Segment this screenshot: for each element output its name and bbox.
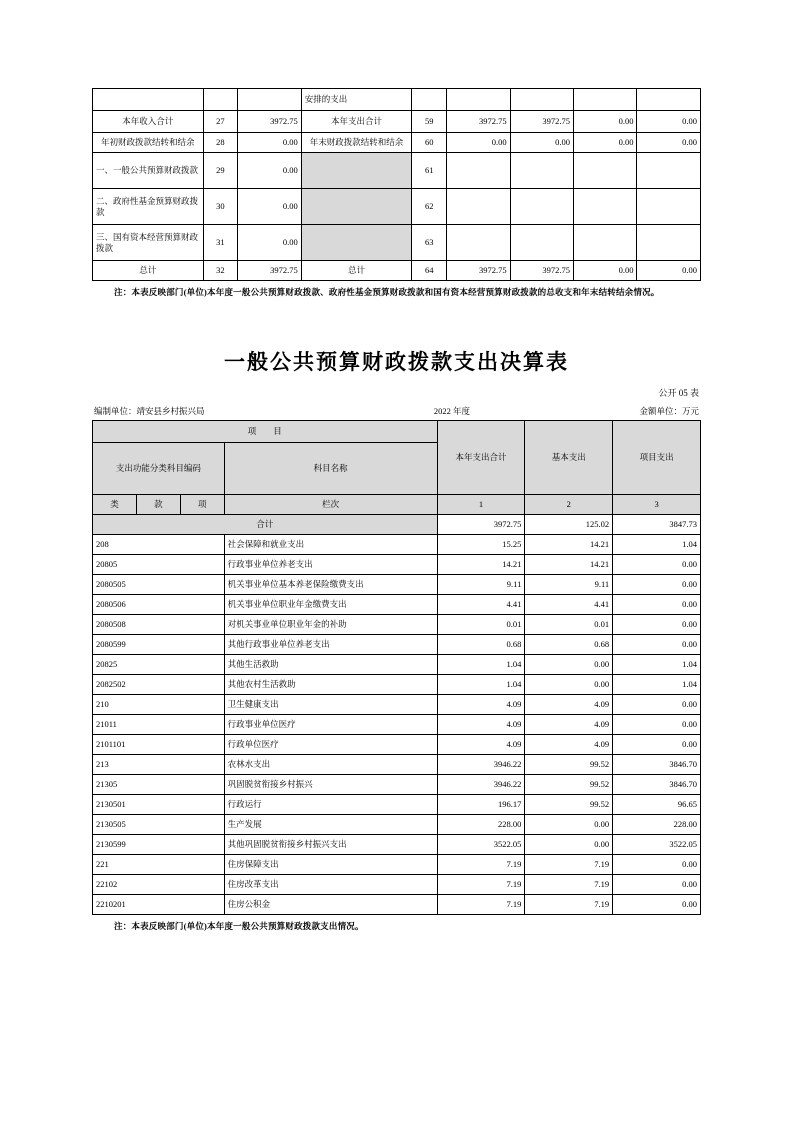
row-basic: 7.19 xyxy=(525,855,613,875)
row-value-4 xyxy=(637,189,701,225)
row-basic: 0.00 xyxy=(525,815,613,835)
table-row xyxy=(93,835,701,855)
table-row xyxy=(93,795,701,815)
row-code: 21011 xyxy=(93,715,225,735)
row-project: 96.65 xyxy=(613,795,701,815)
row-total: 7.19 xyxy=(437,895,525,915)
row-project: 0.00 xyxy=(613,735,701,755)
header-total: 本年支出合计 xyxy=(437,421,525,495)
row-value-3 xyxy=(574,189,637,225)
table-row xyxy=(93,735,701,755)
row-total: 7.19 xyxy=(437,875,525,895)
row-total: 9.11 xyxy=(437,575,525,595)
total-row-label: 合计 xyxy=(93,515,438,535)
row-code: 2210201 xyxy=(93,895,225,915)
row-value-1: 3972.75 xyxy=(447,261,510,281)
row-amount-left: 3972.75 xyxy=(238,111,301,133)
table-row xyxy=(93,225,701,261)
row-total: 3946.22 xyxy=(437,775,525,795)
row-label-right xyxy=(301,189,412,225)
table-header-row xyxy=(93,421,701,443)
expenditure-table-note: 注：本表反映部门(单位)本年度一般公共预算财政拨款支出情况。 xyxy=(114,921,364,931)
row-value-2: 3972.75 xyxy=(510,261,573,281)
row-label-right: 本年支出合计 xyxy=(301,111,412,133)
row-basic: 0.68 xyxy=(525,635,613,655)
row-code: 208 xyxy=(93,535,225,555)
header-level-class: 类 xyxy=(93,495,137,515)
row-total: 15.25 xyxy=(437,535,525,555)
row-amount-left: 0.00 xyxy=(238,225,301,261)
table-row xyxy=(93,595,701,615)
cell-empty-1 xyxy=(93,89,204,111)
header-col-index-1: 1 xyxy=(437,495,525,515)
row-code: 2080508 xyxy=(93,615,225,635)
row-name: 行政运行 xyxy=(224,795,437,815)
row-no-left: 32 xyxy=(203,261,238,281)
row-basic: 7.19 xyxy=(525,875,613,895)
row-no-right: 64 xyxy=(412,261,447,281)
row-code: 2080599 xyxy=(93,635,225,655)
row-name: 行政单位医疗 xyxy=(224,735,437,755)
row-value-4: 0.00 xyxy=(637,133,701,153)
row-value-1: 0.00 xyxy=(447,133,510,153)
row-code: 2101101 xyxy=(93,735,225,755)
row-value-2 xyxy=(510,189,573,225)
table-row xyxy=(93,715,701,735)
row-name: 其他农村生活救助 xyxy=(224,675,437,695)
header-level-item: 项 xyxy=(180,495,224,515)
row-basic: 14.21 xyxy=(525,555,613,575)
row-name: 巩固脱贫衔接乡村振兴 xyxy=(224,775,437,795)
row-no-right: 62 xyxy=(412,189,447,225)
row-basic: 14.21 xyxy=(525,535,613,555)
row-no-left: 31 xyxy=(203,225,238,261)
row-basic: 4.41 xyxy=(525,595,613,615)
row-amount-left: 0.00 xyxy=(238,133,301,153)
row-label-right xyxy=(301,153,412,189)
row-label-right: 总计 xyxy=(301,261,412,281)
row-value-1 xyxy=(447,189,510,225)
row-value-1: 3972.75 xyxy=(447,111,510,133)
row-code: 2130505 xyxy=(93,815,225,835)
row-name: 生产发展 xyxy=(224,815,437,835)
row-value-3 xyxy=(574,153,637,189)
row-label-left: 本年收入合计 xyxy=(93,111,204,133)
row-code: 2080506 xyxy=(93,595,225,615)
row-name: 农林水支出 xyxy=(224,755,437,775)
row-project: 1.04 xyxy=(613,675,701,695)
row-code: 20825 xyxy=(93,655,225,675)
row-total: 196.17 xyxy=(437,795,525,815)
table-row xyxy=(93,111,701,133)
row-name: 住房保障支出 xyxy=(224,855,437,875)
row-project: 1.04 xyxy=(613,655,701,675)
cell-empty-4 xyxy=(412,89,447,111)
row-value-2 xyxy=(510,225,573,261)
row-basic: 99.52 xyxy=(525,795,613,815)
row-basic: 99.52 xyxy=(525,755,613,775)
fiscal-year: 2022 年度 xyxy=(433,406,471,416)
row-project: 0.00 xyxy=(613,875,701,895)
row-project: 0.00 xyxy=(613,855,701,875)
header-col-index-3: 3 xyxy=(613,495,701,515)
table-row xyxy=(93,675,701,695)
header-col-index-2: 2 xyxy=(525,495,613,515)
row-name: 其他巩固脱贫衔接乡村振兴支出 xyxy=(224,835,437,855)
row-basic: 7.19 xyxy=(525,895,613,915)
total-row-project: 3847.73 xyxy=(613,515,701,535)
row-project: 3522.05 xyxy=(613,835,701,855)
row-project: 3846.70 xyxy=(613,755,701,775)
table-row xyxy=(93,635,701,655)
cell-empty-2 xyxy=(203,89,238,111)
row-value-3: 0.00 xyxy=(574,133,637,153)
row-code: 20805 xyxy=(93,555,225,575)
row-value-2: 0.00 xyxy=(510,133,573,153)
row-project: 0.00 xyxy=(613,895,701,915)
row-project: 0.00 xyxy=(613,715,701,735)
row-value-2: 3972.75 xyxy=(510,111,573,133)
table-row xyxy=(93,655,701,675)
row-total: 14.21 xyxy=(437,555,525,575)
row-no-left: 28 xyxy=(203,133,238,153)
table-row xyxy=(93,895,701,915)
row-name: 社会保障和就业支出 xyxy=(224,535,437,555)
table-row xyxy=(93,615,701,635)
row-project: 0.00 xyxy=(613,615,701,635)
row-project: 0.00 xyxy=(613,595,701,615)
cell-empty-6 xyxy=(510,89,573,111)
row-code: 213 xyxy=(93,755,225,775)
table-row xyxy=(93,755,701,775)
header-item-group: 项 目 xyxy=(93,421,438,443)
row-name: 住房改革支出 xyxy=(224,875,437,895)
row-value-4: 0.00 xyxy=(637,111,701,133)
table-row xyxy=(93,575,701,595)
total-row-total: 3972.75 xyxy=(437,515,525,535)
table-row xyxy=(93,189,701,225)
cell-empty-3 xyxy=(238,89,301,111)
row-value-1 xyxy=(447,225,510,261)
row-label-left: 总计 xyxy=(93,261,204,281)
row-label-left: 三、国有资本经营预算财政拨款 xyxy=(93,225,204,261)
row-value-2 xyxy=(510,153,573,189)
total-row-basic: 125.02 xyxy=(525,515,613,535)
row-name: 住房公积金 xyxy=(224,895,437,915)
meta-row xyxy=(92,405,701,417)
row-no-right: 63 xyxy=(412,225,447,261)
row-value-3 xyxy=(574,225,637,261)
table-row-partial xyxy=(93,89,701,111)
row-code: 21305 xyxy=(93,775,225,795)
page-title: 一般公共预算财政拨款支出决算表 xyxy=(224,350,569,374)
row-value-3: 0.00 xyxy=(574,111,637,133)
table-row xyxy=(93,855,701,875)
row-basic: 99.52 xyxy=(525,775,613,795)
header-basic: 基本支出 xyxy=(525,421,613,495)
table-row-total xyxy=(93,515,701,535)
row-label-left: 二、政府性基金预算财政拨款 xyxy=(93,189,204,225)
row-value-3: 0.00 xyxy=(574,261,637,281)
header-col-index-label: 栏次 xyxy=(224,495,437,515)
table-row xyxy=(93,775,701,795)
row-project: 0.00 xyxy=(613,555,701,575)
row-label-left: 年初财政拨款结转和结余 xyxy=(93,133,204,153)
row-value-1 xyxy=(447,153,510,189)
row-name: 机关事业单位基本养老保险缴费支出 xyxy=(224,575,437,595)
top-table xyxy=(92,88,701,281)
table-header-row xyxy=(93,495,701,515)
cell-empty-7 xyxy=(574,89,637,111)
row-name: 其他生活救助 xyxy=(224,655,437,675)
row-total: 4.41 xyxy=(437,595,525,615)
budget-allocation-table-continued xyxy=(92,0,701,298)
row-total: 4.09 xyxy=(437,735,525,755)
row-name: 行政事业单位医疗 xyxy=(224,715,437,735)
row-total: 3946.22 xyxy=(437,755,525,775)
row-no-right: 61 xyxy=(412,153,447,189)
row-project: 1.04 xyxy=(613,535,701,555)
table-row xyxy=(93,875,701,895)
row-value-4 xyxy=(637,153,701,189)
row-no-left: 30 xyxy=(203,189,238,225)
table-row xyxy=(93,815,701,835)
amount-unit: 金额单位：万元 xyxy=(639,406,699,416)
row-name: 卫生健康支出 xyxy=(224,695,437,715)
row-code: 2130599 xyxy=(93,835,225,855)
row-no-left: 29 xyxy=(203,153,238,189)
row-code: 221 xyxy=(93,855,225,875)
cell-empty-5 xyxy=(447,89,510,111)
row-amount-left: 3972.75 xyxy=(238,261,301,281)
row-value-4: 0.00 xyxy=(637,261,701,281)
row-basic: 0.00 xyxy=(525,835,613,855)
top-table-note: 注：本表反映部门(单位)本年度一般公共预算财政拨款、政府性基金预算财政拨款和国有资本经营预算财政拨款的总收支和年末结转结余情况。 xyxy=(114,287,660,297)
row-project: 0.00 xyxy=(613,635,701,655)
row-code: 2080505 xyxy=(93,575,225,595)
row-code: 2082502 xyxy=(93,675,225,695)
row-basic: 9.11 xyxy=(525,575,613,595)
row-name: 机关事业单位职业年金缴费支出 xyxy=(224,595,437,615)
table-row xyxy=(93,133,701,153)
expenditure-final-accounts-section xyxy=(92,346,701,932)
row-total: 4.09 xyxy=(437,715,525,735)
expenditure-table xyxy=(92,420,701,915)
table-row xyxy=(93,535,701,555)
row-total: 0.68 xyxy=(437,635,525,655)
row-basic: 4.09 xyxy=(525,715,613,735)
header-subject-name: 科目名称 xyxy=(224,443,437,495)
row-basic: 4.09 xyxy=(525,695,613,715)
row-name: 行政事业单位养老支出 xyxy=(224,555,437,575)
row-amount-left: 0.00 xyxy=(238,153,301,189)
header-func-code: 支出功能分类科目编码 xyxy=(93,443,225,495)
row-basic: 0.00 xyxy=(525,675,613,695)
row-basic: 4.09 xyxy=(525,735,613,755)
table-row xyxy=(93,555,701,575)
row-code: 22102 xyxy=(93,875,225,895)
row-total: 1.04 xyxy=(437,675,525,695)
cell-partial-text: 安排的支出 xyxy=(301,89,412,111)
row-name: 对机关事业单位职业年金的补助 xyxy=(224,615,437,635)
header-project: 项目支出 xyxy=(613,421,701,495)
row-code: 210 xyxy=(93,695,225,715)
row-no-left: 27 xyxy=(203,111,238,133)
row-project: 0.00 xyxy=(613,695,701,715)
row-total: 228.00 xyxy=(437,815,525,835)
row-total: 1.04 xyxy=(437,655,525,675)
row-total: 7.19 xyxy=(437,855,525,875)
row-label-right xyxy=(301,225,412,261)
row-no-right: 59 xyxy=(412,111,447,133)
cell-empty-8 xyxy=(637,89,701,111)
row-total: 4.09 xyxy=(437,695,525,715)
row-label-left: 一、一般公共预算财政拨款 xyxy=(93,153,204,189)
row-total: 0.01 xyxy=(437,615,525,635)
row-name: 其他行政事业单位养老支出 xyxy=(224,635,437,655)
row-project: 228.00 xyxy=(613,815,701,835)
row-no-right: 60 xyxy=(412,133,447,153)
table-row-total xyxy=(93,261,701,281)
row-basic: 0.00 xyxy=(525,655,613,675)
table-row xyxy=(93,695,701,715)
row-label-right: 年末财政拨款结转和结余 xyxy=(301,133,412,153)
row-value-4 xyxy=(637,225,701,261)
row-total: 3522.05 xyxy=(437,835,525,855)
row-project: 3846.70 xyxy=(613,775,701,795)
compiler-unit: 编制单位：靖安县乡村振兴局 xyxy=(94,406,205,416)
row-amount-left: 0.00 xyxy=(238,189,301,225)
row-code: 2130501 xyxy=(93,795,225,815)
table-row xyxy=(93,153,701,189)
form-code: 公开 05 表 xyxy=(658,388,699,398)
row-project: 0.00 xyxy=(613,575,701,595)
row-basic: 0.01 xyxy=(525,615,613,635)
header-level-section: 款 xyxy=(136,495,180,515)
